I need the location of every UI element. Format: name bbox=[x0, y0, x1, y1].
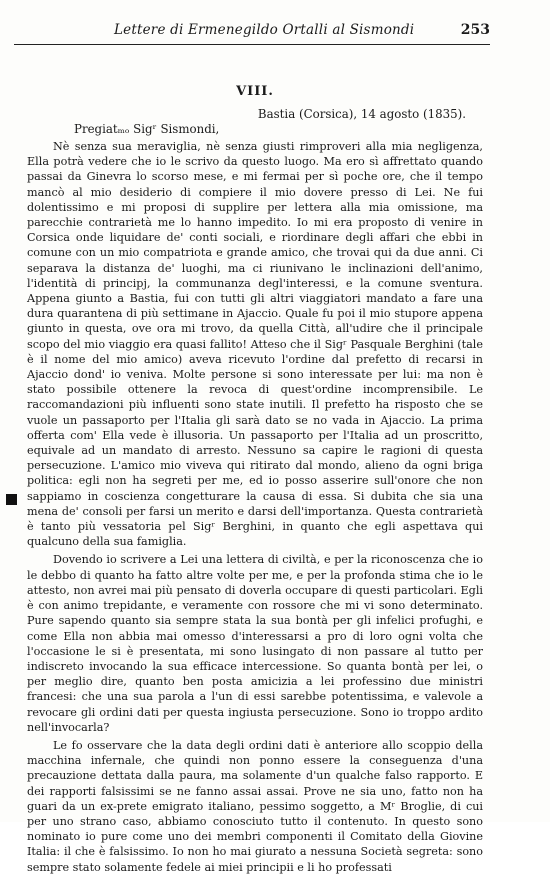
running-title: Lettere di Ermenegildo Ortalli al Sismondi bbox=[114, 22, 415, 38]
page-number: 253 bbox=[460, 22, 490, 38]
letter-body bbox=[27, 139, 483, 875]
paragraph: Dovendo io scrivere a Lei una lettera di civiltà, e per la riconoscenza che io le debbo di quanto ha fatto altre volte per me, e per la profonda stima che io le attesto, non avrei mai più pensato di doverla occupare di questi particolari. Egli è con animo trepidante, e veramente con rossore che mi vi sono determinato. Pure sapendo quanto sia sempre stata la sua bontà per gli infelici profughi, e come Ella non abbia mai omesso d'interessarsi a pro di loro ogni volta che l'occasione le si è presentata, mi sono lusingato di non passare al tutto per indiscreto invocando la sua efficace intercessione. So quanta bontà per lei, o per meglio dire, quanto ben posta amicizia a lei professino due ministri francesi: che una sua parola a l'un di essi sarebbe potentissima, e valevole a revocare gli ordini dati per questa ingiusta persecuzione. Sono io troppo ardito nell'invocarla? bbox=[27, 553, 483, 734]
letter-salutation: Pregiatₘₒ Sigʳ Sismondi, bbox=[74, 122, 220, 136]
paragraph: Le fo osservare che la data degli ordini dati è anteriore allo scoppio della macchina infernale, che quindi non ponno essere la conseguenza d'una precauzione dettata dalla paura, ma solamente d'un qualche falso rapporto. E dei rapporti falsissimi se ne fanno assai assai. Prove ne sia uno, fatto non ha guari da un ex-prete emigrato italiano, pessimo soggetto, a Mʳ Broglie, di cui per uno strano caso, abbiamo conosciuto tutto il contenuto. In questo sono nominato io pure come uno dei membri componenti il Comitato della Giovine Italia: il che è falsissimo. Io non ho mai giurato a nessuna Società segreta: sono sempre stato solamente fedele ai miei principii e li ho professati bbox=[27, 738, 483, 874]
paragraph: Nè senza sua meraviglia, nè senza giusti rimproveri alla mia negligenza, Ella potrà vedere che io le scrivo da questo luogo. Ma ero sì affrettato quando passai da Ginevra lo scorso mese, e mi fermai per sì poche ore, che il tempo mancò al mio desiderio di compiere il mio dovere presso di Lei. Ne fui dolentissimo e mi proposi di supplire per lettera alla mia omissione, ma parecchie contrarietà me lo hanno impedito. Io mi era proposto di venire in Corsica onde liquidare de' conti sociali, e riordinare degli affari che ebbi in comune con un mio compatriota e grande amico, che trovai qui da due anni. Ci separava la distanza de' luoghi, ma ci riunivano le inclinazioni dell'animo, l'identità di principj, la communanza degl'interessi, e la comune sventura. Appena giunto a Bastia, fui con tutti gli altri viaggiatori mandato a fare una dura quarantena di più settimane in Ajaccio. Quale fu poi il mio stupore appena giunto in questa, ove ora mi trovo, da quella Città, all'udire che il principale scopo del mio viaggio era quasi fallito! Atteso che il Sigʳ Pasquale Berghini (tale è il nome del mio amico) aveva ricevuto l'ordine dal prefetto di recarsi in Ajaccio dond' io veniva. Molte persone si sono interessate per lui: ma non è stato possibile ottenere la revoca di quest'ordine incomprensibile. Le raccomandazioni più influenti sono state inutili. Il prefetto ha risposto che se vuole un passaporto per l'Italia gli sarà dato se no vada in Ajaccio. La prima offerta com' Ella vede è illusoria. Un passaporto per l'Italia ad un proscritto, equivale ad un mandato di arresto. Nessuno sa capire le ragioni di questa persecuzione. L'amico mio viveva qui ritirato dal mondo, alieno da ogni briga politica: egli non ha segreti per me, ed io posso asserire sull'onore che non sappiamo in coscienza congetturare la causa di essa. Si dubita che sia una mena de' consoli per farsi un merito e darsi dell'importanza. Questa contrarietà è tanto più vessatoria pel Sigʳ Berghini, in quanto che egli aspettava qui qualcuno della sua famiglia. bbox=[27, 140, 483, 549]
letter-number: VIII. bbox=[236, 84, 274, 99]
header-rule bbox=[14, 44, 490, 45]
letter-dateline: Bastia (Corsica), 14 agosto (1835). bbox=[257, 107, 466, 121]
running-head bbox=[14, 22, 490, 42]
margin-marker-icon bbox=[6, 494, 17, 505]
